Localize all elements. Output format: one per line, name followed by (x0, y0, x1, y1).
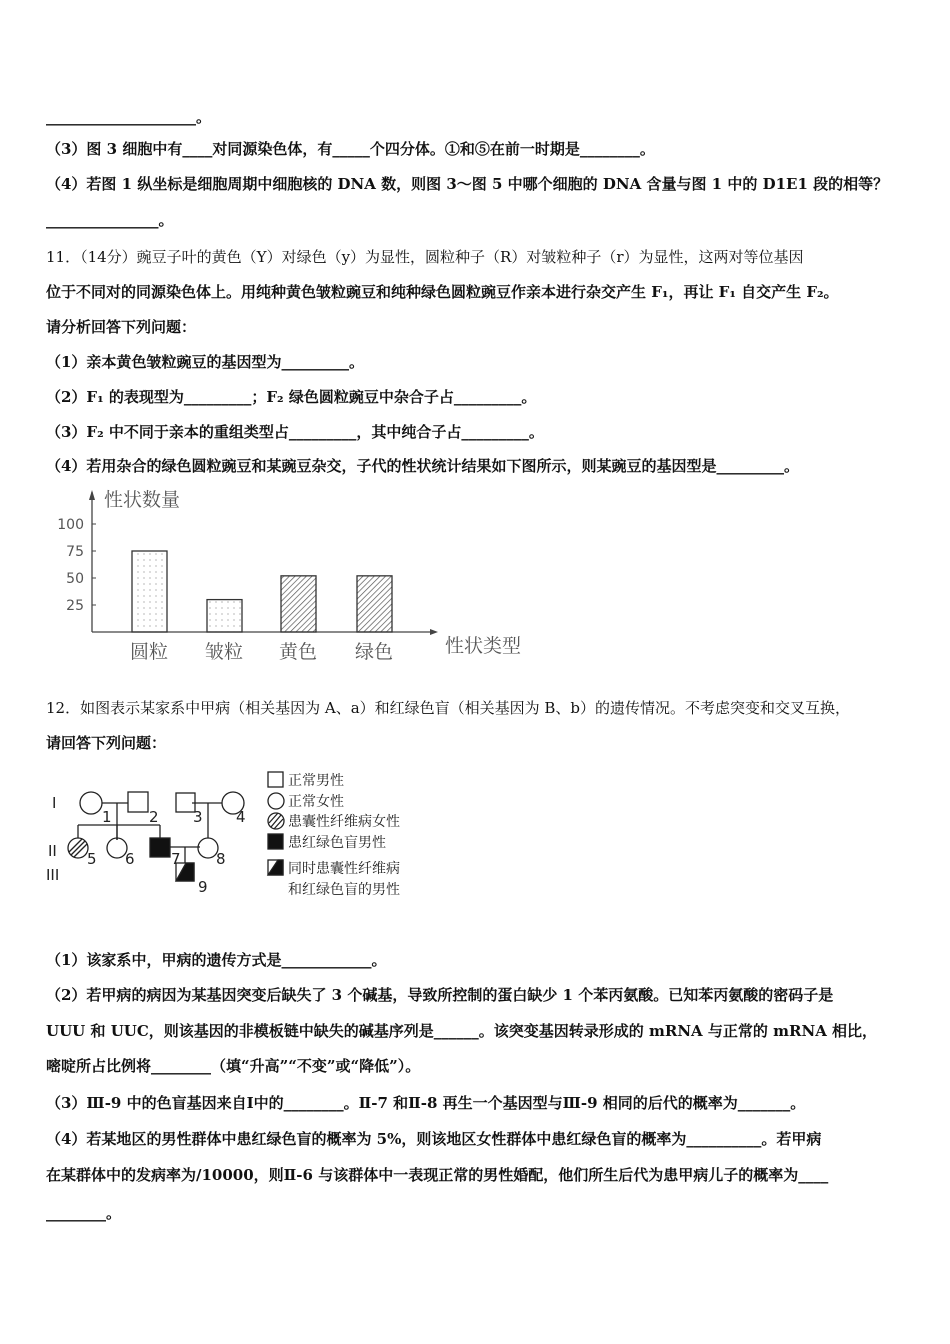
text-line: ____________________。 (46, 108, 212, 126)
text-line: （1）亲本黄色皱粒豌豆的基因型为_________。 (46, 353, 364, 371)
text-line: （3）Ⅲ-9 中的色盲基因来自Ⅰ中的________。Ⅱ-7 和Ⅱ-8 再生一个基因型与Ⅲ-9 相同的后代的概率为_______。 (46, 1094, 806, 1112)
individual-id: 7 (171, 850, 181, 868)
text-line: 12．如图表示某家系中甲病（相关基因为 A、a）和红绿色盲（相关基因为 B、b）的遗传情况。不考虑突变和交叉互换， (46, 699, 851, 717)
pedigree-diagram (40, 760, 440, 910)
legend-label: 正常女性 (288, 794, 344, 810)
x-axis-title: 性状类型 (445, 635, 522, 657)
bar-3 (357, 576, 392, 632)
text-line: （4）若图 1 纵坐标是细胞周期中细胞核的 DNA 数，则图 3～图 5 中哪个细胞的 DNA 含量与图 1 中的 D1E1 段的相等？ (46, 175, 889, 193)
generation-label: II (48, 842, 57, 860)
y-tick-label: 100 (57, 517, 84, 533)
x-category-label: 皱粒 (204, 641, 244, 663)
legend-label: 正常男性 (288, 773, 344, 789)
individual-id: 5 (87, 850, 97, 868)
generation-label: III (46, 866, 60, 884)
y-tick-label: 50 (66, 571, 84, 587)
y-tick-label: 25 (66, 598, 84, 614)
individual-id: 3 (193, 808, 203, 826)
text-line: 11．（14分）豌豆子叶的黄色（Y）对绿色（y）为显性，圆粒种子（R）对皱粒种子（r）为显性，这两对等位基因 (46, 248, 804, 266)
bar-0 (132, 551, 167, 632)
text-line: （3）图 3 细胞中有____对同源染色体，有_____个四分体。①和⑤在前一时期是________。 (46, 140, 655, 158)
legend-label: 患红绿色盲男性 (288, 835, 386, 851)
x-category-label: 圆粒 (129, 641, 169, 663)
individual-id: 1 (102, 808, 112, 826)
text-line: （4）若某地区的男性群体中患红绿色盲的概率为 5%，则该地区女性群体中患红绿色盲的概率为__________。若甲病 (46, 1130, 822, 1148)
text-line: 请回答下列问题： (46, 734, 167, 752)
individual-id: 9 (198, 878, 208, 896)
text-line: 位于不同对的同源染色体上。用纯种黄色皱粒豌豆和纯种绿色圆粒豌豆作亲本进行杂交产生 F₁，再让 F₁ 自交产生 F₂。 (46, 283, 839, 301)
bar-2 (281, 576, 316, 632)
individual-id: 2 (149, 808, 159, 826)
text-line: _______________。 (46, 211, 174, 229)
individual-id: 6 (125, 850, 135, 868)
individual-id: 4 (236, 808, 246, 826)
generation-label: I (52, 794, 57, 812)
text-line: 请分析回答下列问题： (46, 318, 197, 336)
text-line: 在某群体中的发病率为/10000，则Ⅱ-6 与该群体中一表现正常的男性婚配，他们所生后代为患甲病儿子的概率为____ (46, 1166, 829, 1184)
x-axis-arrow (430, 629, 438, 635)
text-line: （3）F₂ 中不同于亲本的重组类型占_________，其中纯合子占_________。 (46, 423, 544, 441)
text-line: UUU 和 UUC，则该基因的非模板链中缺失的碱基序列是______。该突变基因转录形成的 mRNA 与正常的 mRNA 相比， (46, 1022, 878, 1040)
trait-bar-chart (40, 480, 560, 670)
text-line: （1）该家系中，甲病的遗传方式是____________。 (46, 951, 387, 969)
legend-label: 患囊性纤维病女性 (288, 814, 400, 830)
y-axis-title: 性状数量 (104, 489, 181, 511)
legend-label: 同时患囊性纤维病 (288, 861, 400, 877)
individual-id: 8 (216, 850, 226, 868)
legend-label: 和红绿色盲的男性 (288, 882, 400, 898)
x-category-label: 绿色 (354, 641, 394, 663)
y-tick-label: 75 (66, 544, 84, 560)
text-line: （2）若甲病的病因为某基因突变后缺失了 3 个碱基，导致所控制的蛋白缺少 1 个苯丙氨酸。已知苯丙氨酸的密码子是 (46, 986, 834, 1004)
text-line: （4）若用杂合的绿色圆粒豌豆和某豌豆杂交，子代的性状统计结果如下图所示，则某豌豆的基因型是_________。 (46, 457, 799, 475)
y-axis-arrow (89, 490, 95, 500)
x-category-label: 黄色 (278, 641, 318, 663)
text-line: ________。 (46, 1204, 122, 1222)
text-line: （2）F₁ 的表现型为_________；F₂ 绿色圆粒豌豆中杂合子占_________。 (46, 388, 537, 406)
bar-1 (207, 600, 242, 632)
text-line: 嘧啶所占比例将________（填“升高”“不变”或“降低”）。 (46, 1057, 421, 1075)
